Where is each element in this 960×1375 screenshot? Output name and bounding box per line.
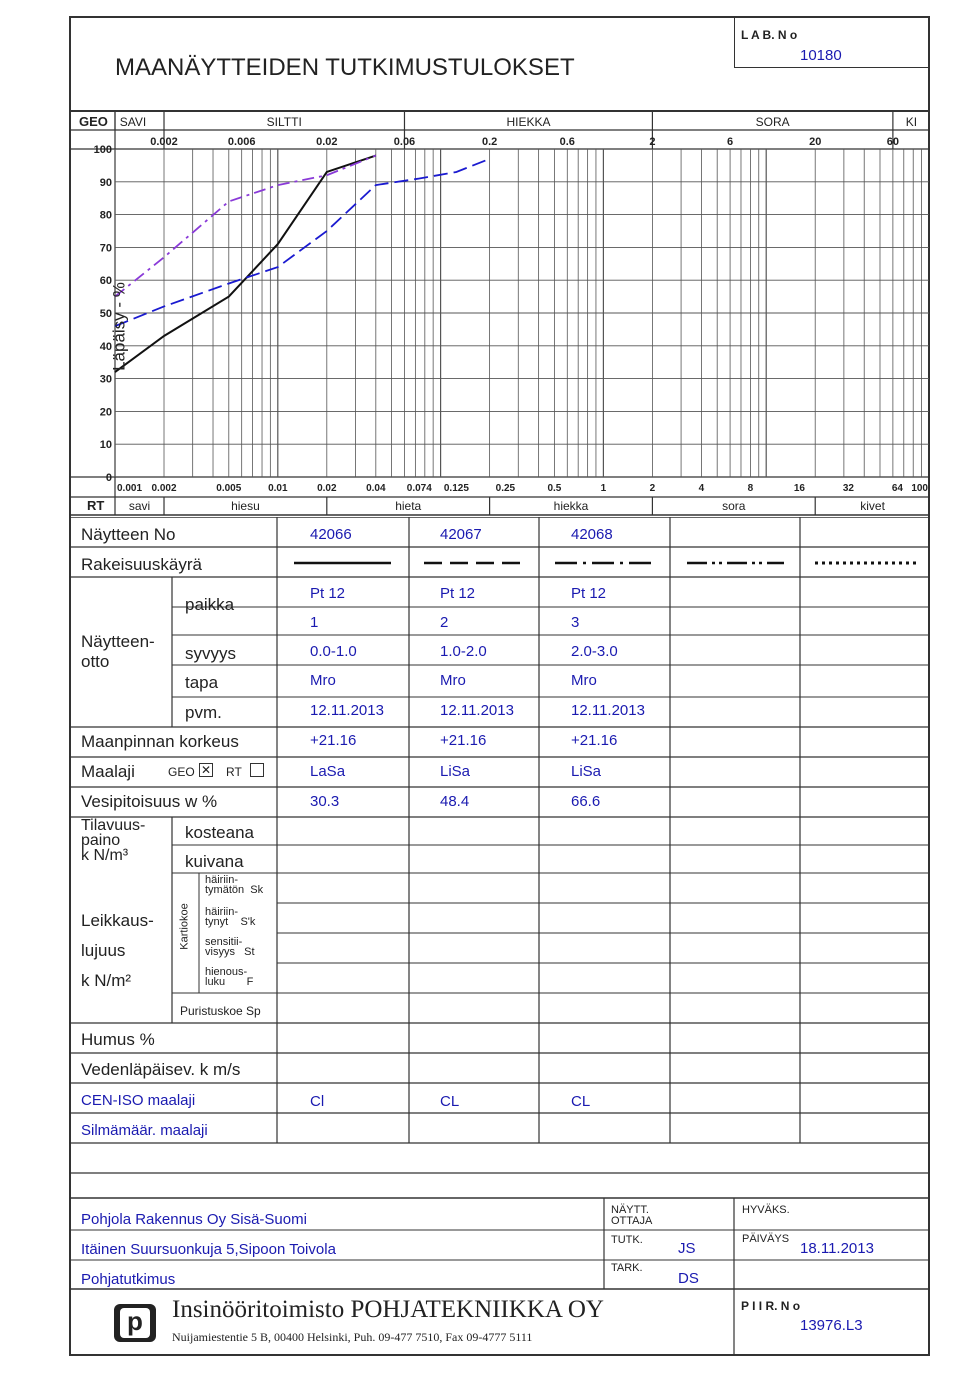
- sample-3-korkeus: +21.16: [571, 732, 618, 749]
- client-line3: Pohjatutkimus: [81, 1271, 176, 1288]
- y-tick-label: 100: [93, 144, 112, 156]
- rt-checkbox[interactable]: [250, 763, 264, 777]
- bottom-category-label: sora: [722, 499, 746, 513]
- label-humus: Humus %: [81, 1030, 155, 1049]
- sample-1-w: 30.3: [310, 793, 340, 810]
- top-tick-label: 0.6: [559, 136, 575, 148]
- y-tick-label: 50: [99, 308, 112, 320]
- geo-checkbox-checked[interactable]: ✕: [200, 763, 212, 777]
- y-tick-label: 80: [99, 209, 112, 222]
- bottom-tick-label: 100: [911, 483, 928, 494]
- tutk-value: JS: [678, 1240, 696, 1257]
- label-maalaji-geo: GEO: [168, 765, 195, 779]
- y-tick-label: 70: [99, 242, 112, 255]
- label-hairiintymaton: häiriin- tymätön Sk: [205, 874, 264, 896]
- y-tick-label: 10: [99, 439, 112, 452]
- piir-label: P I I R. N o: [741, 1299, 801, 1313]
- label-maanpinnan: Maanpinnan korkeus: [81, 732, 239, 751]
- bottom-tick-label: 0.074: [406, 483, 432, 494]
- footer-grid: [69, 1197, 930, 1357]
- page-title: MAANÄYTTEIDEN TUTKIMUSTULOKSET: [115, 54, 575, 81]
- bottom-category-label: kivet: [860, 499, 885, 513]
- sample-2-maalaji: LiSa: [440, 763, 471, 780]
- label-sensitiivisyys: sensitii- visyys St: [205, 936, 255, 958]
- top-tick-label: 6: [727, 136, 734, 148]
- top-category-label: SORA: [755, 115, 790, 129]
- label-puristuskoe: Puristuskoe Sp: [180, 1004, 261, 1018]
- paivays-label: PÄIVÄYS: [742, 1233, 790, 1245]
- logo-letter: p: [120, 1308, 150, 1338]
- top-tick-label: 0.006: [227, 136, 256, 148]
- label-pvm: pvm.: [185, 703, 222, 722]
- grain-size-chart: [69, 112, 930, 517]
- label-silmamaar: Silmämäär. maalaji: [81, 1122, 208, 1139]
- paivays-value: 18.11.2013: [800, 1240, 874, 1257]
- lab-no-value: 10180: [800, 47, 842, 64]
- label-naytteenotto: Näytteen- otto: [81, 632, 155, 671]
- series-line-42066: [115, 156, 376, 372]
- tark-value: DS: [678, 1270, 699, 1287]
- bottom-category-label: savi: [128, 499, 151, 513]
- label-rakeisuuskayra: Rakeisuuskäyrä: [81, 555, 202, 574]
- sample-1-ceniso: Cl: [310, 1093, 325, 1110]
- bottom-tick-label: 0.005: [216, 483, 242, 494]
- sample-2-paikka: Pt 12: [440, 585, 476, 602]
- y-tick-label: 40: [99, 340, 112, 353]
- y-tick-label: 90: [99, 176, 112, 189]
- label-hairiintynyt: häiriin- tynyt S'k: [205, 906, 256, 928]
- sample-3-maalaji: LiSa: [571, 763, 602, 780]
- label-maalaji: Maalaji: [81, 762, 135, 781]
- tark-label: TARK.: [611, 1262, 643, 1274]
- label-kosteana: kosteana: [185, 823, 254, 842]
- bottom-category-label: hiesu: [231, 499, 260, 513]
- sample-1-point: 1: [310, 614, 319, 631]
- label-tapa: tapa: [185, 673, 219, 692]
- top-tick-label: 0.06: [393, 136, 416, 148]
- company-name: Insinööritoimisto POHJATEKNIIKKA OY: [172, 1296, 604, 1323]
- sample-2-point: 2: [440, 614, 449, 631]
- sample-1-syvyys: 0.0-1.0: [310, 643, 357, 660]
- top-category-label: HIEKKA: [506, 115, 551, 129]
- bottom-tick-label: 0.125: [443, 483, 469, 494]
- sample-1-korkeus: +21.16: [310, 732, 357, 749]
- bottom-tick-label: 0.001: [117, 483, 143, 494]
- top-tick-label: 2: [649, 136, 656, 148]
- top-tick-label: 60: [886, 136, 900, 148]
- y-axis-label: Läpäisy - %: [109, 282, 129, 371]
- geo-label: GEO: [79, 114, 108, 129]
- sample-3-ceniso: CL: [571, 1093, 591, 1110]
- sample-2-ceniso: CL: [440, 1093, 460, 1110]
- sample-2-pvm: 12.11.2013: [440, 702, 514, 719]
- hyvaks-label: HYVÄKS.: [742, 1204, 790, 1216]
- series-line-42068: [115, 156, 376, 297]
- sample-3-w: 66.6: [571, 793, 601, 810]
- top-category-label: SAVI: [119, 115, 147, 129]
- nayttottaja-label: NÄYTT. OTTAJA: [611, 1204, 653, 1227]
- label-maalaji-rt: RT: [226, 765, 242, 779]
- label-syvyys: syvyys: [185, 644, 236, 663]
- bottom-tick-label: 0.5: [547, 483, 562, 494]
- y-tick-label: 20: [99, 406, 112, 419]
- label-kartiokoe: Kartiokoe: [178, 903, 191, 950]
- lab-no-label: L A B. N o: [741, 28, 798, 42]
- y-tick-label: 0: [105, 472, 112, 484]
- label-paikka: paikka: [185, 595, 235, 614]
- top-category-label: KI: [905, 115, 918, 129]
- bottom-tick-label: 32: [842, 483, 855, 494]
- sample-2-w: 48.4: [440, 793, 470, 810]
- bottom-tick-label: 8: [747, 483, 754, 494]
- bottom-category-label: hiekka: [553, 499, 589, 513]
- client-line1: Pohjola Rakennus Oy Sisä-Suomi: [81, 1211, 307, 1228]
- sample-3-point: 3: [571, 614, 580, 631]
- top-tick-label: 0.2: [481, 136, 498, 148]
- top-category-label: SILTTI: [266, 115, 302, 129]
- bottom-tick-label: 0.01: [268, 483, 288, 494]
- sample-3-no: 42068: [571, 526, 613, 543]
- label-hienousluku: hienous- luku F: [205, 966, 254, 988]
- sample-2-syvyys: 1.0-2.0: [440, 643, 487, 660]
- label-kuivana: kuivana: [185, 852, 244, 871]
- sample-1-pvm: 12.11.2013: [310, 702, 384, 719]
- rt-label: RT: [87, 498, 105, 513]
- bottom-category-label: hieta: [395, 499, 422, 513]
- bottom-tick-label: 16: [793, 483, 805, 494]
- sample-3-pvm: 12.11.2013: [571, 702, 645, 719]
- top-tick-label: 0.002: [150, 136, 178, 148]
- sample-1-no: 42066: [310, 526, 352, 543]
- top-tick-label: 20: [809, 136, 822, 148]
- label-tilavuuspaino: Tilavuus- paino k N/m³: [81, 817, 146, 864]
- bottom-tick-label: 0.02: [317, 483, 337, 494]
- sample-3-paikka: Pt 12: [571, 585, 607, 602]
- bottom-tick-label: 0.002: [151, 483, 177, 494]
- label-naytteen-no: Näytteen No: [81, 525, 176, 544]
- sample-2-korkeus: +21.16: [440, 732, 487, 749]
- y-tick-label: 60: [99, 275, 112, 288]
- company-address: Nuijamiestentie 5 B, 00400 Helsinki, Puh. 09-477 7510, Fax 09-4777 5111: [172, 1330, 533, 1344]
- label-vesipitoisuus: Vesipitoisuus w %: [81, 792, 218, 811]
- bottom-tick-label: 4: [698, 483, 705, 494]
- y-tick-label: 30: [99, 373, 112, 386]
- tutk-label: TUTK.: [611, 1234, 643, 1246]
- label-leikkauslujuus: Leikkaus- lujuus k N/m²: [81, 911, 154, 990]
- sample-2-no: 42067: [440, 526, 482, 543]
- bottom-tick-label: 1: [600, 483, 607, 494]
- label-vedenlapaisev: Vedenläpäisev. k m/s: [81, 1060, 241, 1079]
- sample-1-tapa: Mro: [310, 672, 336, 689]
- bottom-tick-label: 2: [649, 483, 656, 494]
- sample-2-tapa: Mro: [440, 672, 466, 689]
- client-line2: Itäinen Suursuonkuja 5,Sipoon Toivola: [81, 1241, 336, 1258]
- sample-1-maalaji: LaSa: [310, 763, 346, 780]
- piir-value: 13976.L3: [800, 1317, 863, 1334]
- bottom-tick-label: 0.04: [366, 483, 386, 494]
- sample-3-syvyys: 2.0-3.0: [571, 643, 618, 660]
- label-ceniso: CEN-ISO maalaji: [81, 1092, 196, 1109]
- bottom-tick-label: 0.25: [495, 483, 516, 494]
- sample-3-tapa: Mro: [571, 672, 597, 689]
- sample-1-paikka: Pt 12: [310, 585, 346, 602]
- bottom-tick-label: 64: [891, 483, 904, 494]
- top-tick-label: 0.02: [316, 136, 338, 148]
